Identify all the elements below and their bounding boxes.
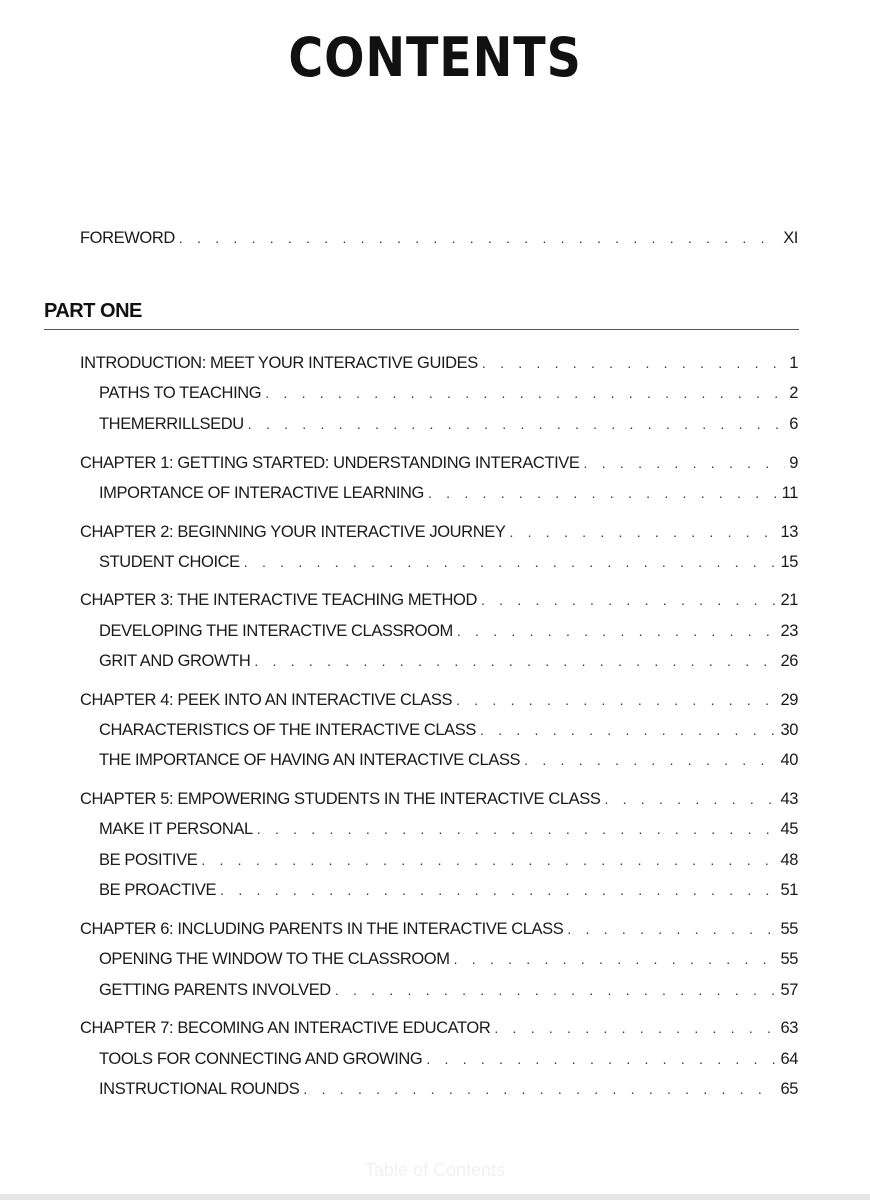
toc-page-number: 43	[780, 790, 798, 808]
toc-entry-label: CHAPTER 7: BECOMING AN INTERACTIVE EDUCATOR	[80, 1019, 491, 1037]
toc-page-number: 65	[780, 1080, 798, 1098]
toc-entry-label: CHARACTERISTICS OF THE INTERACTIVE CLASS	[99, 721, 477, 739]
dot-leader	[567, 918, 776, 940]
toc-entry-label: FOREWORD	[80, 229, 175, 247]
footer-caption: Table of Contents	[364, 1160, 506, 1180]
toc-entry-label: CHAPTER 2: BEGINNING YOUR INTERACTIVE JOURNEY	[80, 523, 506, 541]
dot-leader	[509, 521, 776, 543]
toc-section-entry[interactable]	[99, 948, 798, 970]
toc-page-number: 29	[780, 691, 798, 709]
toc-entry-label: TOOLS FOR CONNECTING AND GROWING	[99, 1050, 423, 1068]
dot-leader	[481, 589, 776, 611]
toc-entry-label: MAKE IT PERSONAL	[99, 820, 253, 838]
toc-page-number: 51	[780, 881, 798, 899]
toc-page-number: 40	[780, 751, 798, 769]
toc-chapter-entry[interactable]	[80, 452, 798, 474]
dot-leader	[454, 948, 777, 970]
dot-leader	[254, 650, 776, 672]
toc-entry-label: PATHS TO TEACHING	[99, 384, 262, 402]
toc-section-entry[interactable]	[99, 849, 798, 871]
toc-page-number: 64	[780, 1050, 798, 1068]
toc-entry-label: BE PROACTIVE	[99, 881, 217, 899]
toc-entry-label: CHAPTER 6: INCLUDING PARENTS IN THE INTERACTIVE CLASS	[80, 920, 564, 938]
dot-leader	[335, 979, 777, 1001]
dot-leader	[179, 227, 779, 249]
toc-chapter-entry[interactable]	[80, 352, 798, 374]
part-divider	[44, 329, 799, 330]
toc-entry-label: THE IMPORTANCE OF HAVING AN INTERACTIVE CLASS	[99, 751, 521, 769]
toc-entry-label: THEMERRILLSEDU	[99, 415, 244, 433]
toc-page-number: 2	[789, 384, 798, 402]
dot-leader	[457, 620, 777, 642]
page-title: CONTENTS	[288, 26, 582, 89]
toc-page-number: 15	[780, 553, 798, 571]
toc-entry-label: DEVELOPING THE INTERACTIVE CLASSROOM	[99, 622, 453, 640]
toc-page-number: 57	[780, 981, 798, 999]
dot-leader	[524, 749, 776, 771]
toc-section-entry[interactable]	[99, 1078, 798, 1100]
toc-chapter-entry[interactable]	[80, 918, 798, 940]
dot-leader	[456, 689, 776, 711]
toc-page-number: 26	[780, 652, 798, 670]
toc-page-number: 55	[780, 950, 798, 968]
toc-entry-label: CHAPTER 1: GETTING STARTED: UNDERSTANDING INTERACTIVE	[80, 454, 580, 472]
part-heading: PART ONE	[44, 300, 142, 322]
dot-leader	[265, 382, 785, 404]
toc-entry-label: INTRODUCTION: MEET YOUR INTERACTIVE GUIDES	[80, 354, 478, 372]
toc-page-number: 48	[780, 851, 798, 869]
toc-entry-label: CHAPTER 5: EMPOWERING STUDENTS IN THE INTERACTIVE CLASS	[80, 790, 601, 808]
toc-entry-label: IMPORTANCE OF INTERACTIVE LEARNING	[99, 484, 424, 502]
dot-leader	[584, 452, 786, 474]
toc-page-number: 1	[789, 354, 798, 372]
toc-entry-label: CHAPTER 3: THE INTERACTIVE TEACHING METHOD	[80, 591, 477, 609]
dot-leader	[244, 551, 777, 573]
dot-leader	[428, 482, 778, 504]
toc-entry-label: GRIT AND GROWTH	[99, 652, 251, 670]
toc-chapter-entry[interactable]	[80, 689, 798, 711]
toc-section-entry[interactable]	[99, 482, 798, 504]
dot-leader	[494, 1017, 776, 1039]
dot-leader	[220, 879, 776, 901]
toc-section-entry[interactable]	[99, 551, 798, 573]
toc-chapter-entry[interactable]	[80, 1017, 798, 1039]
toc-section-entry[interactable]	[99, 382, 798, 404]
toc-page-number: 55	[780, 920, 798, 938]
dot-leader	[482, 352, 785, 374]
dot-leader	[248, 413, 785, 435]
toc-page-number: 6	[789, 415, 798, 433]
page-bottom-edge	[0, 1194, 870, 1200]
toc-chapter-entry[interactable]	[80, 589, 798, 611]
toc-section-entry[interactable]	[99, 879, 798, 901]
toc-section-entry[interactable]	[99, 620, 798, 642]
toc-section-entry[interactable]	[99, 818, 798, 840]
toc-page-number: 9	[789, 454, 798, 472]
dot-leader	[480, 719, 776, 741]
toc-chapter-entry[interactable]	[80, 788, 798, 810]
toc-entry-label: BE POSITIVE	[99, 851, 198, 869]
toc-page-number: 30	[780, 721, 798, 739]
toc-page-number: 23	[780, 622, 798, 640]
toc-page-number: 11	[781, 484, 798, 502]
toc-section-entry[interactable]	[99, 1048, 798, 1070]
toc-page-number: 63	[780, 1019, 798, 1037]
toc-entry-label: CHAPTER 4: PEEK INTO AN INTERACTIVE CLASS	[80, 691, 453, 709]
toc-entry-label: GETTING PARENTS INVOLVED	[99, 981, 331, 999]
toc-entry-foreword[interactable]	[80, 227, 798, 249]
toc-section-entry[interactable]	[99, 749, 798, 771]
toc-entry-label: INSTRUCTIONAL ROUNDS	[99, 1080, 300, 1098]
toc-entry-label: OPENING THE WINDOW TO THE CLASSROOM	[99, 950, 450, 968]
dot-leader	[257, 818, 777, 840]
toc-section-entry[interactable]	[99, 413, 798, 435]
toc-entry-label: STUDENT CHOICE	[99, 553, 240, 571]
toc-page-number: 13	[780, 523, 798, 541]
dot-leader	[201, 849, 776, 871]
toc-chapter-entry[interactable]	[80, 521, 798, 543]
toc-page-number: 45	[780, 820, 798, 838]
toc-section-entry[interactable]	[99, 650, 798, 672]
dot-leader	[604, 788, 776, 810]
toc-page-number: 21	[780, 591, 798, 609]
dot-leader	[303, 1078, 776, 1100]
dot-leader	[426, 1048, 776, 1070]
toc-page-number: XI	[783, 229, 798, 247]
toc-section-entry[interactable]	[99, 979, 798, 1001]
toc-section-entry[interactable]	[99, 719, 798, 741]
